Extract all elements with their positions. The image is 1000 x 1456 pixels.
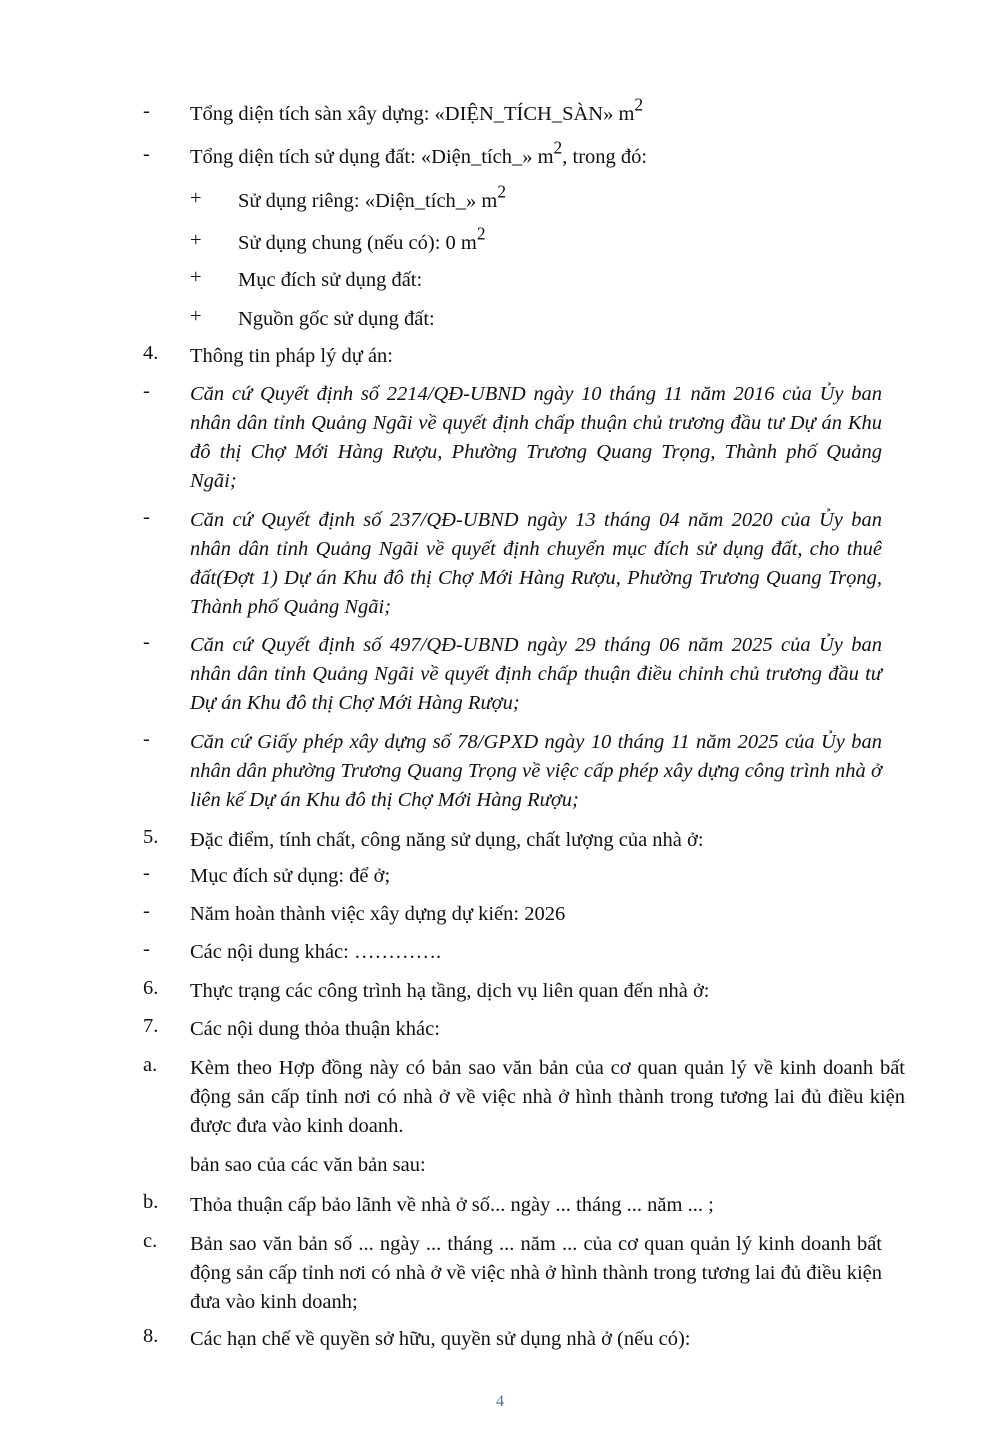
list-marker: b. [143, 1191, 159, 1213]
list-marker: - [143, 631, 150, 653]
list-marker: a. [143, 1054, 158, 1076]
section-title: Các hạn chế về quyền sở hữu, quyền sử dụng nhà ở (nếu có): [190, 1328, 691, 1350]
page-number: 4 [496, 1393, 504, 1410]
section-number: 6. [143, 977, 159, 999]
list-marker: - [143, 143, 150, 165]
section-number: 7. [143, 1015, 159, 1037]
legal-basis-text: Căn cứ Giấy phép xây dựng số 78/GPXD ngày 10 tháng 11 năm 2025 của Ủy ban nhân dân phường Trương Quang Trọng về việc cấp phép xây dựng công trình nhà ở liên kế Dự án Khu đô thị Chợ Mới Hàng Rượu; [190, 731, 882, 811]
land-area-text: Tổng diện tích sử dụng đất: «Diện_tích_» $m^2$, trong đó: [190, 137, 648, 168]
list-marker: - [143, 728, 150, 750]
list-marker: - [143, 862, 150, 884]
section-title: Đặc điểm, tính chất, công năng sử dụng, chất lượng của nhà ở: [190, 829, 704, 851]
guarantee-text: Thỏa thuận cấp bảo lãnh về nhà ở số... ngày ... tháng ... năm ... ; [190, 1194, 714, 1216]
legal-basis-text: Căn cứ Quyết định số 497/QĐ-UBND ngày 29 tháng 06 năm 2025 của Ủy ban nhân dân tỉnh Quảng Ngãi về quyết định chấp thuận điều chỉnh chủ trương đầu tư Dự án Khu đô thị Chợ Mới Hàng Rượu; [190, 634, 882, 714]
private-use-text: Sử dụng riêng: «Diện_tích_» $m^2$ [238, 181, 507, 212]
list-marker: c. [143, 1230, 158, 1252]
copy-document-text: Bản sao văn bản số ... ngày ... tháng ... năm ... của cơ quan quản lý kinh doanh bất động sản cấp tỉnh nơi có nhà ở về việc nhà ở hình thành trong tương lai đủ điều kiện đưa vào kinh doanh; [190, 1233, 882, 1313]
list-marker: - [143, 900, 150, 922]
legal-basis-text: Căn cứ Quyết định số 2214/QĐ-UBND ngày 10 tháng 11 năm 2016 của Ủy ban nhân dân tỉnh Quảng Ngãi về quyết định chấp thuận chủ trương đầu tư Dự án Khu đô thị Chợ Mới Hàng Rượu, Phường Trương Quang Trọng, Thành phố Quảng Ngãi; [190, 383, 882, 492]
list-marker: - [143, 100, 150, 122]
list-marker: + [190, 187, 202, 209]
list-marker: + [190, 266, 202, 288]
completion-year-text: Năm hoàn thành việc xây dựng dự kiến: 2026 [190, 903, 566, 925]
list-marker: - [143, 380, 150, 402]
section-title: Các nội dung thỏa thuận khác: [190, 1018, 440, 1040]
legal-basis-text: Căn cứ Quyết định số 237/QĐ-UBND ngày 13 tháng 04 năm 2020 của Ủy ban nhân dân tỉnh Quảng Ngãi về quyết định chuyển mục đích sử dụng đất, cho thuê đất(Đợt 1) Dự án Khu đô thị Chợ Mới Hàng Rượu, Phường Trương Quang Trọng, Thành phố Quảng Ngãi; [190, 509, 882, 618]
section-number: 4. [143, 342, 159, 364]
list-marker: - [143, 506, 150, 528]
section-number: 5. [143, 826, 159, 848]
land-purpose-text: Mục đích sử dụng đất: [238, 269, 423, 291]
list-marker: + [190, 229, 202, 251]
list-marker: + [190, 305, 202, 327]
floor-area-text: Tổng diện tích sàn xây dựng: «DIỆN_TÍCH_SÀN» $m^2$ [190, 94, 644, 125]
usage-purpose-text: Mục đích sử dụng: để ở; [190, 865, 391, 887]
section-number: 8. [143, 1325, 159, 1347]
copies-intro-text: bản sao của các văn bản sau: [190, 1154, 426, 1176]
section-title: Thực trạng các công trình hạ tầng, dịch vụ liên quan đến nhà ở: [190, 980, 710, 1002]
other-content-text: Các nội dung khác: …………. [190, 941, 442, 963]
list-marker: - [143, 938, 150, 960]
shared-use-text: Sử dụng chung (nếu có): 0 $m^2$ [238, 223, 486, 254]
section-title: Thông tin pháp lý dự án: [190, 345, 393, 367]
land-origin-text: Nguồn gốc sử dụng đất: [238, 308, 435, 330]
attachment-text: Kèm theo Hợp đồng này có bản sao văn bản của cơ quan quản lý về kinh doanh bất động sản cấp tỉnh nơi có nhà ở về việc nhà ở hình thành trong tương lai đủ điều kiện được đưa vào kinh doanh. [190, 1057, 905, 1137]
